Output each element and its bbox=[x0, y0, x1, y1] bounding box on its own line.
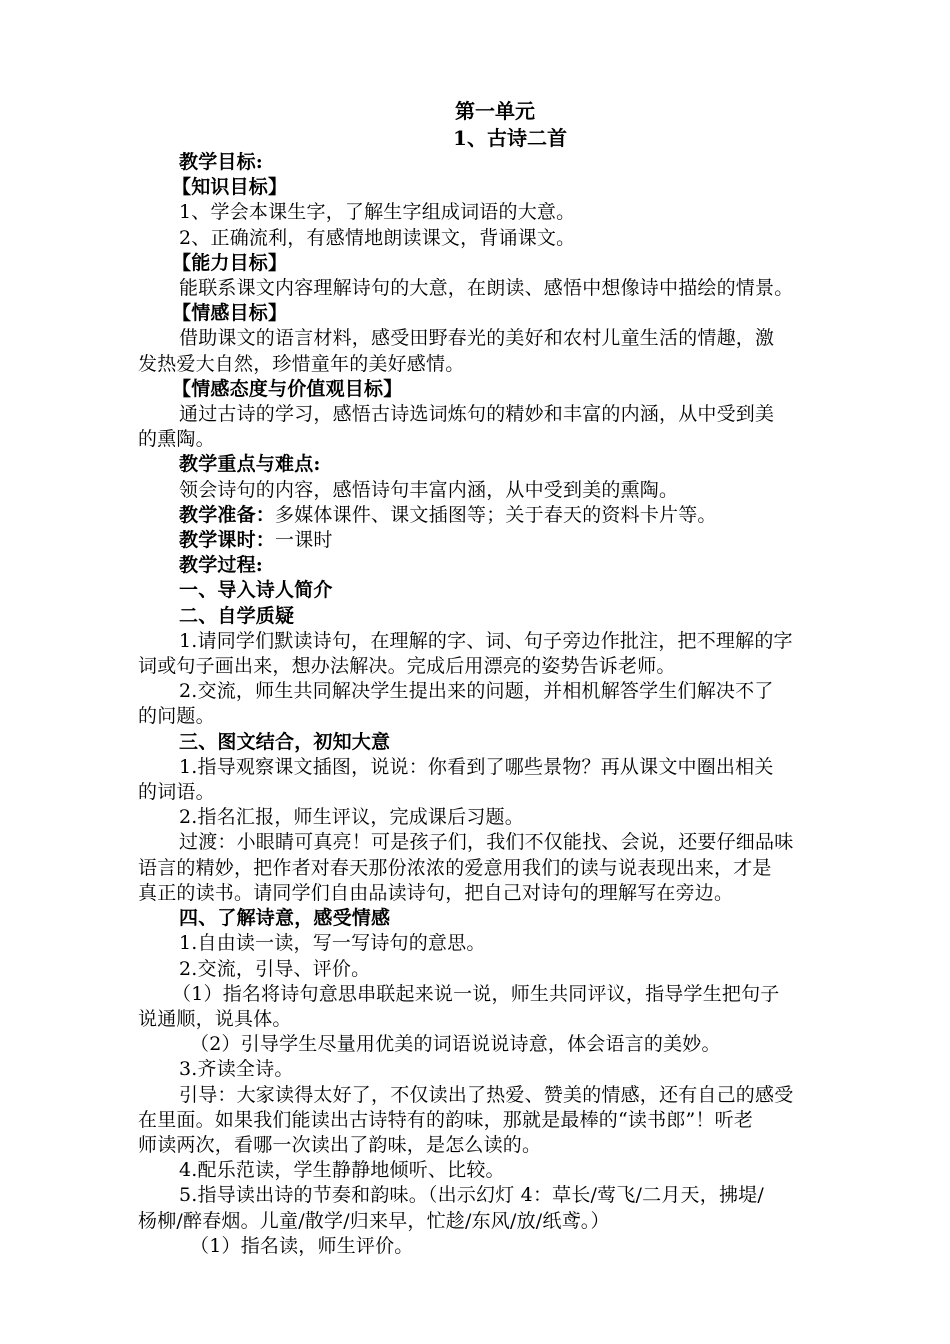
text-line: 2.交流，引导、评价。 bbox=[179, 957, 371, 980]
line-value: 一课时 bbox=[275, 529, 333, 552]
text-line: 引导：大家读得太好了，不仅读出了热爱、赞美的情感，还有自己的感受 bbox=[179, 1083, 794, 1106]
text-line: 【情感目标】 bbox=[172, 302, 288, 325]
text-line: 3.齐读全诗。 bbox=[179, 1058, 294, 1081]
text-line: 说通顺，说具体。 bbox=[138, 1007, 292, 1030]
text-line: 【情感态度与价值观目标】 bbox=[172, 377, 403, 400]
text-line: 教学目标: bbox=[179, 151, 264, 173]
text-line: 能联系课文内容理解诗句的大意，在朗读、感悟中想像诗中描绘的情景。 bbox=[179, 277, 794, 300]
text-line: 领会诗句的内容，感悟诗句丰富内涵，从中受到美的熏陶。 bbox=[179, 478, 679, 501]
text-line: 四、了解诗意，感受情感 bbox=[179, 907, 391, 930]
text-line: （2）引导学生尽量用优美的词语说说诗意，体会语言的美妙。 bbox=[190, 1033, 721, 1056]
text-line: 教学重点与难点: bbox=[179, 453, 321, 476]
text-line: 发热爱大自然，珍惜童年的美好感情。 bbox=[138, 352, 465, 375]
text-line: 5.指导读出诗的节奏和韵味。（出示幻灯 4：草长/莺飞/二月天，拂堤/ bbox=[179, 1184, 764, 1207]
text-line: 真正的读书。请同学们自由品读诗句，把自己对诗句的理解写在旁边。 bbox=[138, 881, 734, 904]
text-line bbox=[138, 528, 866, 553]
text-line: 的问题。 bbox=[138, 705, 215, 728]
text-line: 【知识目标】 bbox=[172, 176, 288, 199]
text-line: 2.指名汇报，师生评议，完成课后习题。 bbox=[179, 806, 524, 829]
text-line: 的词语。 bbox=[138, 781, 215, 804]
text-line: 三、图文结合，初知大意 bbox=[179, 730, 391, 753]
line-label: 教学课时： bbox=[179, 529, 276, 552]
text-line: 词或句子画出来，想办法解决。完成后用漂亮的姿势告诉老师。 bbox=[138, 655, 676, 678]
unit-title: 第一单元 bbox=[455, 99, 535, 123]
text-line: 1.自由读一读，写一写诗句的意思。 bbox=[179, 932, 486, 955]
text-line: 1、学会本课生字，了解生字组成词语的大意。 bbox=[179, 201, 576, 224]
text-line: 语言的精妙，把作者对春天那份浓浓的爱意用我们的读与说表现出来，才是 bbox=[138, 856, 772, 879]
text-line: 4.配乐范读，学生静静地倾听、比较。 bbox=[179, 1159, 505, 1182]
text-line: 2.交流，师生共同解决学生提出来的问题，并相机解答学生们解决不了 bbox=[179, 680, 774, 703]
lesson-plan-body bbox=[138, 150, 866, 1259]
text-line: 在里面。如果我们能读出古诗特有的韵味，那就是最棒的“读书郎”！听老 bbox=[138, 1108, 754, 1131]
text-line: 【能力目标】 bbox=[172, 251, 288, 274]
text-line: 过渡：小眼睛可真亮！可是孩子们，我们不仅能找、会说，还要仔细品味 bbox=[179, 831, 794, 854]
line-label: 教学准备： bbox=[179, 503, 276, 526]
text-line: 二、自学质疑 bbox=[179, 604, 295, 627]
text-line: 借助课文的语言材料，感受田野春光的美好和农村儿童生活的情趣，激 bbox=[179, 327, 775, 350]
text-line: 一、导入诗人简介 bbox=[179, 579, 333, 602]
text-line: 2、正确流利，有感情地朗读课文，背诵课文。 bbox=[179, 226, 576, 249]
line-value: 多媒体课件、课文插图等；关于春天的资料卡片等。 bbox=[275, 503, 717, 526]
text-line: 杨柳/醉春烟。儿童/散学/归来早，忙趁/东风/放/纸鸢。） bbox=[138, 1209, 610, 1232]
text-line bbox=[138, 503, 866, 528]
text-line: 的熏陶。 bbox=[138, 428, 215, 451]
text-line: 教学过程: bbox=[179, 554, 264, 577]
text-line: （1）指名读，师生评价。 bbox=[190, 1234, 414, 1257]
text-line: 1.请同学们默读诗句，在理解的字、词、句子旁边作批注，把不理解的字 bbox=[179, 629, 793, 652]
text-line: 1.指导观察课文插图，说说：你看到了哪些景物？再从课文中圈出相关 bbox=[179, 755, 774, 778]
text-line: （1）指名将诗句意思串联起来说一说，师生共同评议，指导学生把句子 bbox=[172, 982, 780, 1005]
lesson-title: 1、古诗二首 bbox=[453, 126, 567, 150]
text-line: 师读两次，看哪一次读出了韵味，是怎么读的。 bbox=[138, 1133, 542, 1156]
text-line: 通过古诗的学习，感悟古诗选词炼句的精妙和丰富的内涵，从中受到美 bbox=[179, 403, 775, 426]
